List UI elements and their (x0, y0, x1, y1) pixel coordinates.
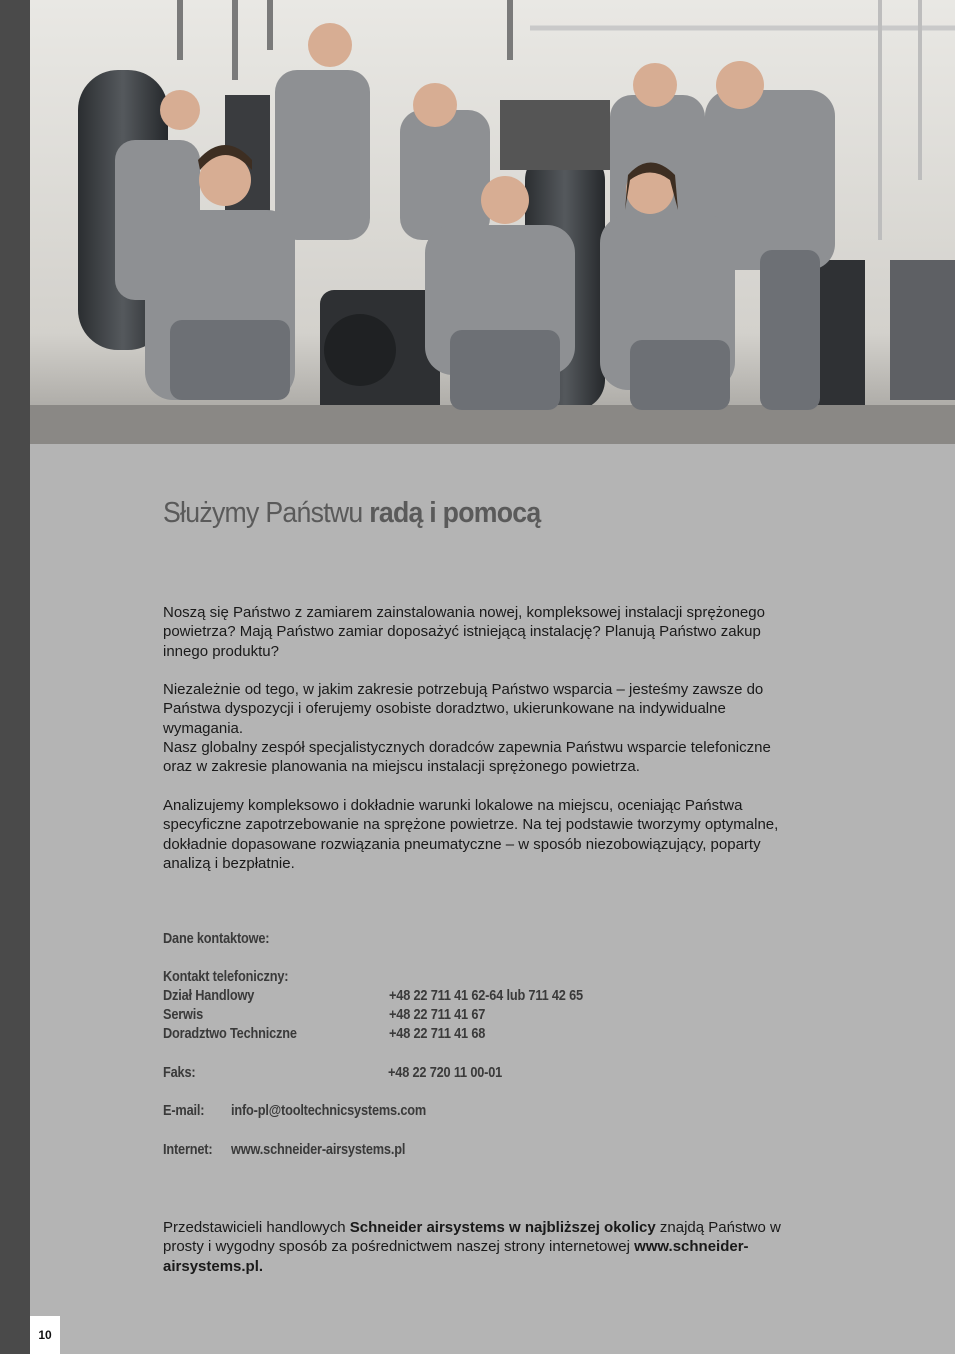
sales-phone: +48 22 711 41 62-64 lub 711 42 65 (389, 988, 583, 1004)
support-paragraph: Niezależnie od tego, w jakim zakresie potrzebują Państwo wsparcia – jesteśmy zawsze do Państwa dyspozycji i oferujemy osobiste doradztwo, ukierunkowane na indywidualne wymagania. (163, 681, 764, 737)
footer-text-2: znajdą Państwo w prosty i wygodny sposób za pośrednictwem naszej strony internetowej (163, 1219, 781, 1256)
left-margin-bar (0, 0, 30, 1354)
page-title-part2: radą i pomocą (369, 497, 541, 529)
contact-heading: Dane kontaktowe: (163, 931, 270, 947)
analysis-paragraph: Analizujemy kompleksowo i dokładnie warunki lokalowe na miejscu, oceniając Państwa specyficzne zapotrzebowanie na sprężone powietrze. Na tej podstawie tworzymy optymalne, dokładnie dopasowane rozwiązania pneumatyczne – w sposób niezobowiązujący, poparty analizą i bezpłatnie. (163, 797, 779, 872)
tech-label: Doradztwo Techniczne (163, 1026, 297, 1042)
page-title-part1: Służymy Państwu (163, 497, 370, 529)
web-label: Internet: (163, 1142, 213, 1158)
team-photo (30, 0, 955, 444)
email-label: E-mail: (163, 1103, 205, 1119)
intro-paragraph: Noszą się Państwo z zamiarem zainstalowania nowej, kompleksowej instalacji sprężonego powietrza? Mają Państwo zamiar doposażyć istniejącą instalację? Planują Państwo zakup innego produktu? (163, 604, 765, 660)
footer-text-1: Przedstawicieli handlowych (163, 1219, 350, 1236)
tech-phone: +48 22 711 41 68 (389, 1026, 486, 1042)
email-address[interactable]: info-pl@tooltechnicsystems.com (231, 1103, 427, 1119)
footer-website-link[interactable]: www.schneider-airsystems.pl. (163, 1238, 749, 1275)
fax-label: Faks: (163, 1065, 196, 1081)
fax-number: +48 22 720 11 00-01 (388, 1065, 503, 1081)
page-title (163, 497, 541, 530)
footer-company: Schneider airsystems w najbliższej okolicy (349, 1219, 656, 1236)
page-number: 10 (30, 1316, 60, 1354)
team-paragraph: Nasz globalny zespół specjalistycznych doradców zapewnia Państwu wsparcie telefoniczne oraz w zakresie planowania na miejscu instalacji sprężonego powietrza. (163, 739, 771, 776)
service-phone: +48 22 711 41 67 (389, 1007, 486, 1023)
phone-heading: Kontakt telefoniczny: (163, 969, 289, 985)
footer-paragraph (163, 1218, 813, 1276)
website-link[interactable]: www.schneider-airsystems.pl (231, 1142, 406, 1158)
service-label: Serwis (163, 1007, 204, 1023)
sales-label: Dział Handlowy (163, 988, 255, 1004)
